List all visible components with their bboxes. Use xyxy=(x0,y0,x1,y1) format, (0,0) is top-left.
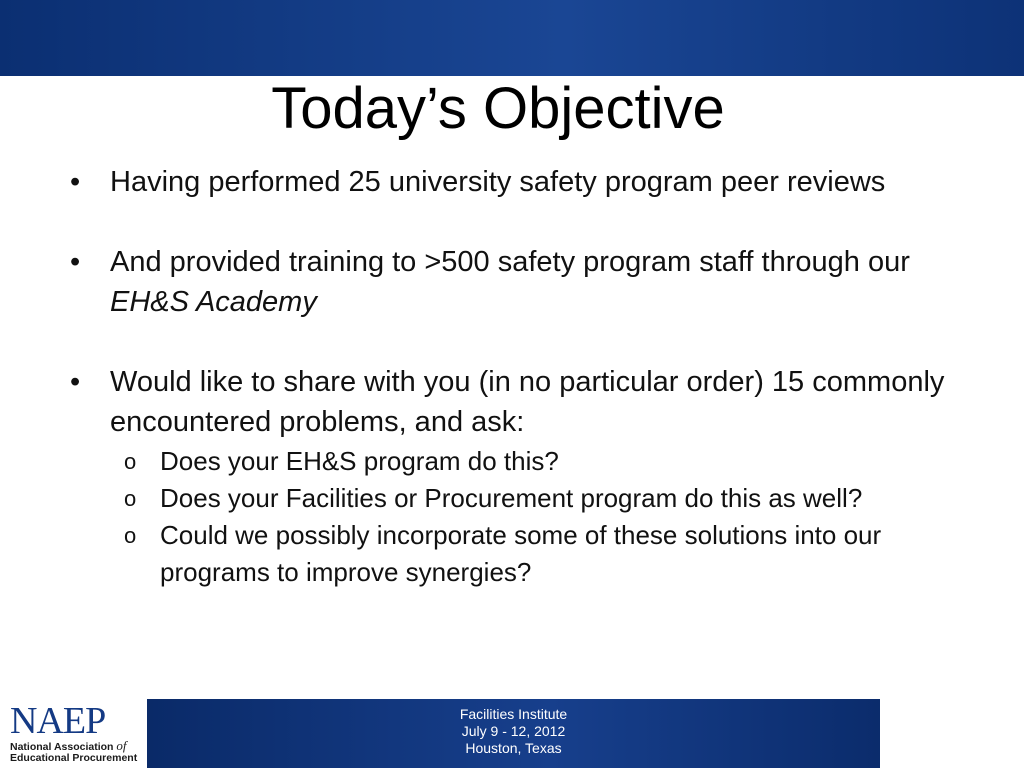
naep-logo xyxy=(10,700,140,764)
bullet-text-italic: EH&S Academy xyxy=(110,286,317,318)
sub-bullet-marker: o xyxy=(124,486,137,511)
footer-event: Facilities Institute xyxy=(459,706,568,722)
bullet-item xyxy=(70,162,950,202)
footer-location: Houston, Texas xyxy=(465,740,562,756)
sub-bullet-text: Does your Facilities or Procurement program do this as well? xyxy=(160,483,863,513)
bullet-item xyxy=(70,362,950,442)
sub-bullet-text: Could we possibly incorporate some of these solutions into our programs to improve synergies? xyxy=(160,520,882,587)
bullet-text: Having performed 25 university safety program peer reviews xyxy=(110,166,886,198)
footer-band xyxy=(147,699,880,768)
bullet-text: And provided training to >500 safety program staff through our xyxy=(110,246,910,278)
sub-bullet-item xyxy=(70,480,950,517)
slide-title: Today’s Objective xyxy=(271,76,725,141)
sub-bullet-marker: o xyxy=(124,449,137,474)
logo-subtitle xyxy=(10,740,140,764)
sub-bullet-marker: o xyxy=(124,523,137,548)
footer-dates: July 9 - 12, 2012 xyxy=(461,723,566,739)
logo-subtitle-italic: of xyxy=(116,738,127,753)
bullet-marker: • xyxy=(70,166,81,198)
sub-bullet-text: Does your EH&S program do this? xyxy=(160,446,559,476)
bullet-text: Would like to share with you (in no particular order) 15 commonly encountered problems, and ask: xyxy=(110,366,945,438)
logo-wordmark: NAEP xyxy=(10,700,106,742)
bullet-marker: • xyxy=(70,366,81,398)
sub-bullet-item xyxy=(70,443,950,480)
header-band xyxy=(0,0,1024,76)
bullet-marker: • xyxy=(70,246,81,278)
sub-bullet-list xyxy=(70,443,950,591)
bullet-list xyxy=(70,162,950,591)
sub-bullet-item xyxy=(70,517,950,591)
logo-subtitle-line1: National Association xyxy=(10,741,117,753)
logo-subtitle-line2: Educational Procurement xyxy=(10,752,138,764)
bullet-item xyxy=(70,242,950,322)
